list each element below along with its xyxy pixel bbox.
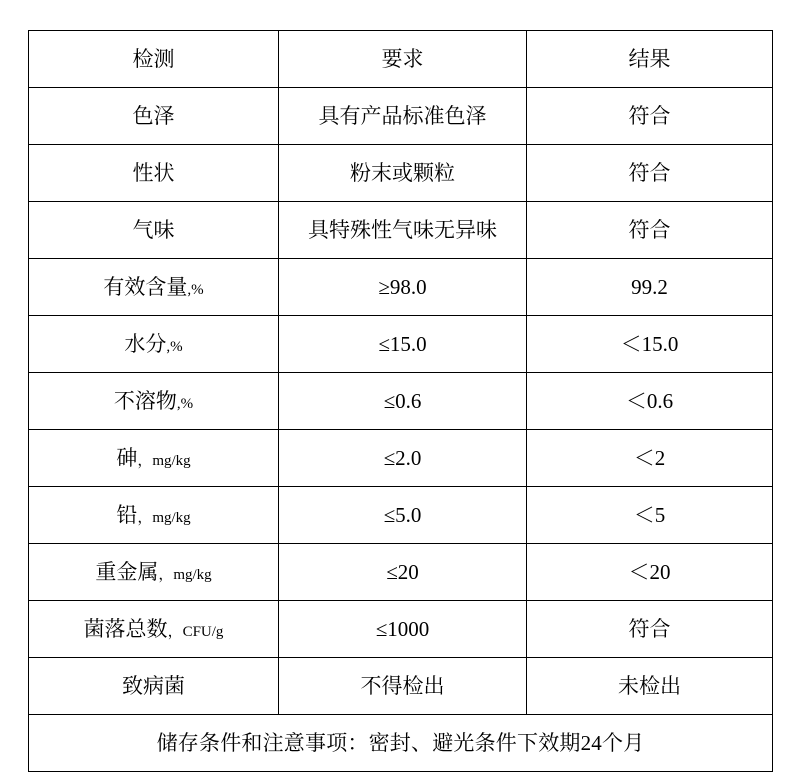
table-row xyxy=(29,658,773,715)
cell-result: ＜15.0 xyxy=(527,316,773,373)
cell-result: ＜5 xyxy=(527,487,773,544)
spec-table-container xyxy=(28,30,772,772)
cell-requirement: ≤20 xyxy=(279,544,527,601)
cell-requirement: 粉末或颗粒 xyxy=(279,145,527,202)
cell-requirement: ≥98.0 xyxy=(279,259,527,316)
table-header-row xyxy=(29,31,773,88)
column-header-item: 检测 xyxy=(29,31,279,88)
cell-result: 未检出 xyxy=(527,658,773,715)
storage-footnote: 储存条件和注意事项：密封、避光条件下效期24个月 xyxy=(29,715,773,772)
cell-item: 性状 xyxy=(29,145,279,202)
cell-result: ＜2 xyxy=(527,430,773,487)
cell-item: 有效含量,% xyxy=(29,259,279,316)
cell-result: 99.2 xyxy=(527,259,773,316)
table-row xyxy=(29,430,773,487)
cell-requirement: ≤5.0 xyxy=(279,487,527,544)
cell-requirement: 具特殊性气味无异味 xyxy=(279,202,527,259)
table-footnote-row xyxy=(29,715,773,772)
table-row xyxy=(29,487,773,544)
cell-requirement: ≤0.6 xyxy=(279,373,527,430)
table-row xyxy=(29,373,773,430)
table-row xyxy=(29,601,773,658)
table-row xyxy=(29,145,773,202)
cell-result: ＜20 xyxy=(527,544,773,601)
cell-item: 不溶物,% xyxy=(29,373,279,430)
column-header-requirement: 要求 xyxy=(279,31,527,88)
table-row xyxy=(29,259,773,316)
table-row xyxy=(29,88,773,145)
cell-item: 色泽 xyxy=(29,88,279,145)
cell-result: 符合 xyxy=(527,145,773,202)
cell-item: 铅，mg/kg xyxy=(29,487,279,544)
cell-item: 水分,% xyxy=(29,316,279,373)
cell-requirement: 不得检出 xyxy=(279,658,527,715)
column-header-result: 结果 xyxy=(527,31,773,88)
cell-item: 菌落总数，CFU/g xyxy=(29,601,279,658)
cell-result: ＜0.6 xyxy=(527,373,773,430)
specification-table xyxy=(28,30,773,772)
table-row xyxy=(29,316,773,373)
table-row xyxy=(29,202,773,259)
cell-result: 符合 xyxy=(527,601,773,658)
cell-requirement: ≤1000 xyxy=(279,601,527,658)
cell-requirement: 具有产品标准色泽 xyxy=(279,88,527,145)
cell-item: 致病菌 xyxy=(29,658,279,715)
cell-result: 符合 xyxy=(527,88,773,145)
cell-item: 砷，mg/kg xyxy=(29,430,279,487)
cell-requirement: ≤15.0 xyxy=(279,316,527,373)
cell-requirement: ≤2.0 xyxy=(279,430,527,487)
cell-result: 符合 xyxy=(527,202,773,259)
cell-item: 重金属，mg/kg xyxy=(29,544,279,601)
cell-item: 气味 xyxy=(29,202,279,259)
table-row xyxy=(29,544,773,601)
